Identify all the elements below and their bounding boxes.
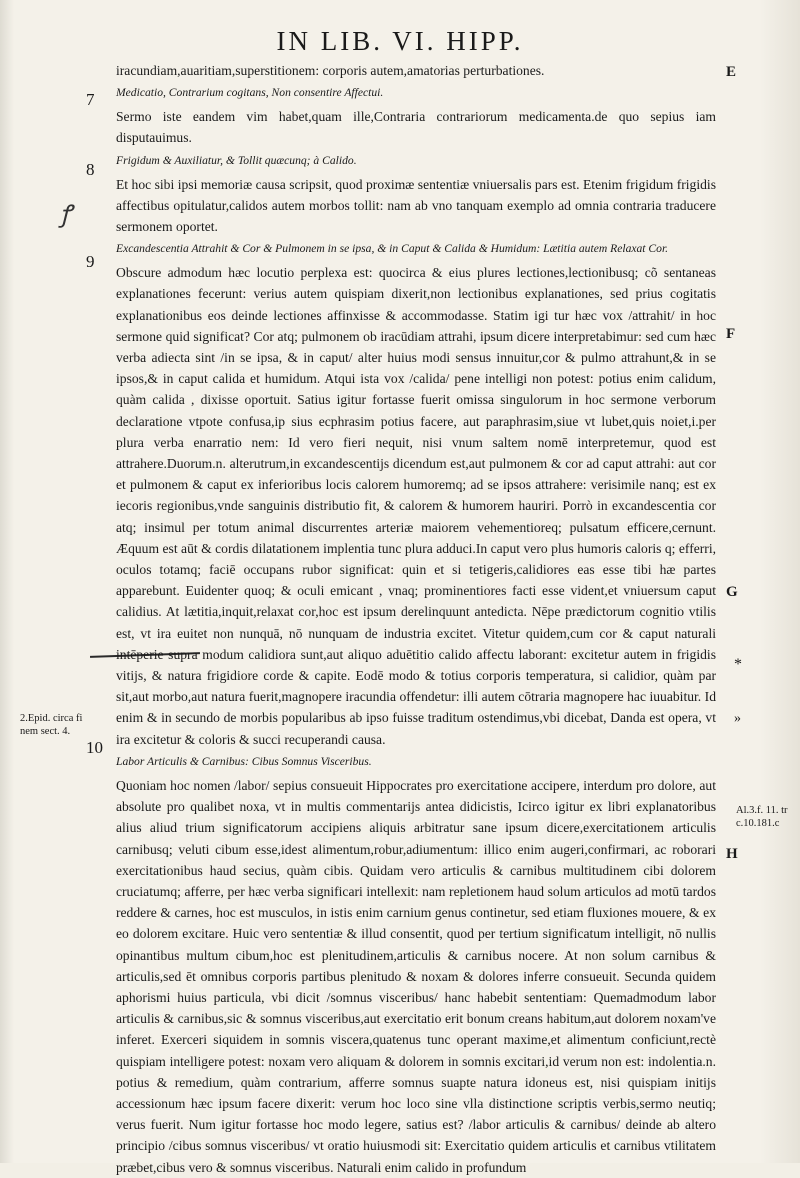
margin-letter-h: H — [726, 846, 738, 862]
margin-note-left-1: 2.Epid. circa fi — [20, 713, 83, 724]
commentary-8: Et hoc sibi ipsi memoriæ causa scripsit, quod proximæ sententiæ vniuersalis pars est. Etenim frigidum frigidis affectibus opitulatur,calidos autem morbos tollit: nam ab vno tanquam exemplo ad omnia contraria traducere sermonem oportet. — [116, 176, 716, 235]
margin-note-right-2: c.10.181.c — [736, 818, 780, 829]
paragraph-continuation: iracundiam,auaritiam,superstitionem: corporis autem,amatorias perturbationes. — [116, 63, 545, 78]
margin-note-left-2: nem sect. 4. — [20, 726, 71, 737]
commentary-9: Obscure admodum hæc locutio perplexa est: quocirca & eius plures lectiones,lectionibusq; cõ sentaneas explanationes fecerunt: verius autem quispiam dixerit,non lectionibus explanationes, sed prius cogitatis explanationibus eos deinde lectiones affinxisse & accommodasse. Statim igi tur hæc vox /attrahit/ in hoc sermone quid significat? Cor atq; pulmonem ob iracūdiam attrahi, ipsum dicere interpretabimur: sed cum hæc verba adiecta sint /in se ipsa, & in caput/ alter huius modi sensus innuitur,cor & pulmo attrahunt,& in se ipsos,& in caput calida et humidum. Atqui ista vox /calida/ pene intelligi non potest: potius enim calidum, quàm calida , dixisse oportuit. Satius igitur fortasse fuerit omissa singulorum in hoc sermone verborum declaratione vtpote confusa,ip sius ecphrasim potius facere, aut paraphrasim,siue vt lubet,quis noiet,i.per plura verba enarratio nem: Id vero fieri nequit, nisi vnum saltem nomē interpretemur, quod est attrahere.Duorum.n. alterutrum,in excandescentijs dicendum est,aut pulmonem & cor ad caput attrahi: aut cor et pulmonem & caput ex inferioribus locis calorem humoremq; ad se ipsos attrahere: verisimile nanq; est ex iecoris regionibus,vnde sanguinis distributio fit, & calorem & humorem hauriri. Porrò in excandescentia cor atq; insimul per totum animal discurrentes arteriæ maiorem vehementioreq; pulsatum efficere,cernunt. Æquum est aūt & cordis dilatationem implentia tunc plura adduci.In caput vero plus humoris caloris q; efferri, oculos totamq; faciē occupans rubor significat: quin et si tetigeris,calidiores eas esse tibi hæ partes apparebunt. Euidenter quoq; & oculi emicant , vnaq; prominentiores facti esse vident,et vniuersum caput calidius. At lætitia,inquit,relaxat cor,hoc est ipsum derelinquunt antedicta. Nēpe prædictorum cognitio vtilis est, vt ira euitet non nunquā, nō nunquam de industria excitet. Vitetur quidem,cum cor & caput naturali intēperie supra modum calidiora sunt,aut aliquo aduētitio calido affectu laborant: excitetur autem in frigidis vitijs, & natura frigidiore corde & capite. Eodē modo & totius corporis temperatura, si calidior, quàm par sit,aut morbo,aut natura fuerit,magnopere iracundia offendetur: illi autem cōtraria magnopere hac iuuabitur. Id enim & in secundo de morbis popularibus ab ipso fuisse traditum ostendimus,vbi dicebat, Danda est opera, vt ira excitetur & coloris & succi recuperandi causa. — [116, 265, 716, 747]
margin-letter-f: F — [726, 326, 736, 342]
section-number-10: 10 — [86, 738, 103, 757]
margin-mark: » — [734, 711, 741, 726]
commentary-7: Sermo iste eandem vim habet,quam ille,Contraria contrariorum medicamenta.de quo sepius iam disputauimus. — [116, 109, 716, 146]
margin-note-right-1: Al.3.f. 11. tr — [736, 805, 788, 816]
commentary-10: Quoniam hoc nomen /labor/ sepius consueuit Hippocrates pro exercitatione accipere, interdum pro dolore, aut absolute pro qualibet noxa, vt in multis commentarijs antea didicistis, Icirco igitur ex libri explanatoribus alius aliud trium significatorum accipiens aliquis arbitratur sane ipsum dicere,exercitationem articulis carnibusq; veluti cibum esse,idest alimentum,robur,adiumentum: illico enim augeri,confirmari, ac roborari exercitationibus haud secius, quàm cibis. Quidam vero articulis & carnibus multitudinem cibi dolorem cruciatumq; afferre, per hæc verba significari intellexit: nam repletionem haud solum articulos ad motū tardos reddere & carnes, hoc est musculos, in istis enim carnium genus continetur, sed etiam fluxiones mouere, & ex eo dolorem excitare. Huic vero sententiæ & illud consentit, quod per tertium significatum intelligit, nō nullis opinantibus multum cibum,hoc est plenitudinem,articulis & carnibus nocere. At non solum carnibus & articulis,sed ēt omnibus corporis partibus plenitudo & noxam & dolores inferre consueuit. Secunda quidem aphorismi huius particula, vbi dicit /somnus visceribus/ hanc habebit sententiam: Quemadmodum labor articulis & carnibus,sic & somnus visceribus,aut exercitatio erit bonum creans habitum,aut dolorem noxam've inferet. Exerceri siquidem in somnis viscera,quatenus tunc operant maxime,et alimentum conficiunt,rectè quispiam intelligere potest: noxam vero aliquam & dolorem in somnis excitari,id verum non est: indolentia.n. potius & remedium, quàm contrarium, afferre somnus suapte natura idoneus est, nisi quispiam initijs accessionum hæc ipsum facere dixerit: verum hoc loco sine vlla distinctione scriptis verbis,sermo neutiq; verus fuerit. Num igitur fortasse hoc modo legere, satius est? /labor articulis & carnibus/ deinde ab altero principio /cibus somnus visceribus/ vt oratio huiusmodi sit: Exercitatio quidem articulis et carnibus vtilitatem præbet,cibus vero & somnus visceribus. Naturali enim calido in profundum — [116, 777, 716, 1175]
aphorism-10: Labor Articulis & Carnibus: Cibus Somnus Visceribus. — [116, 754, 372, 768]
margin-letter-g: G — [726, 584, 738, 600]
aphorism-7: Medicatio, Contrarium cogitans, Non consentire Affectui. — [116, 86, 384, 100]
running-header: IN LIB. VI. HIPP. — [276, 26, 524, 56]
margin-letter-e: E — [726, 64, 737, 80]
section-number-7: 7 — [86, 90, 95, 109]
section-number-9: 9 — [86, 252, 95, 271]
body-text — [116, 60, 716, 1178]
section-number-8: 8 — [86, 160, 95, 179]
handwritten-mark: ꝭ — [60, 202, 72, 228]
aphorism-8: Frigidum & Auxiliatur, & Tollit quæcunq; à Calido. — [116, 153, 357, 167]
margin-star: * — [734, 656, 742, 673]
aphorism-9: Excandescentia Attrahit & Cor & Pulmonem in se ipsa, & in Caput & Calida & Humidum: Lætitia autem Relaxat Cor. — [116, 242, 669, 256]
